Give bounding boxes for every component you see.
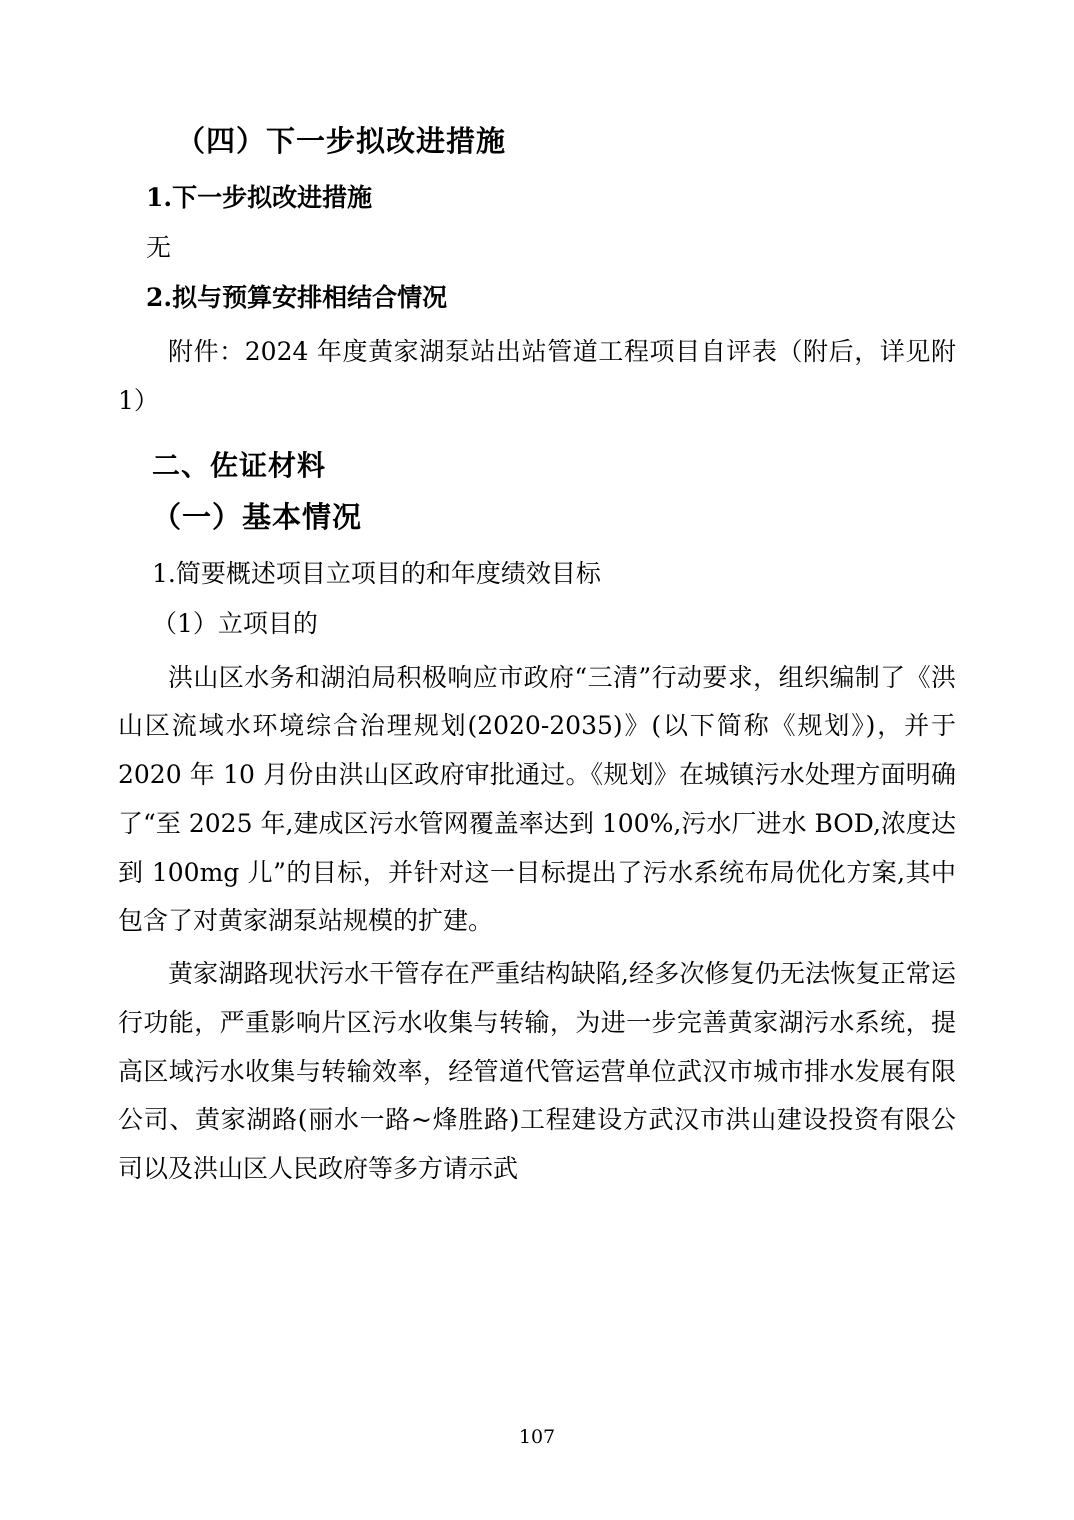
heading-subsection-one: （一）基本情况 <box>152 500 363 535</box>
document-content <box>118 120 956 1194</box>
heading-section-four: （四）下一步拟改进措施 <box>176 124 507 158</box>
heading-sub-1: 1.下一步拟改进措施 <box>146 182 373 212</box>
body-paragraph-1: 洪山区水务和湖泊局积极响应市政府“三清”行动要求，组织编制了《洪山区流域水环境综合治理规划(2020-2035)》(以下简称《规划》)，并于 2020 年 10 月份由洪山区政府审批通过。《规划》在城镇污水处理方面明确了“至 2025 年,建成区污水管网覆盖率达到 100%,污水厂进水 BOD,浓度达到 100mg 儿”的目标，并针对这一目标提出了污水系统布局优化方案,其中包含了对黄家湖泵站规模的扩建。 <box>118 662 956 936</box>
list-item-1: 1.简要概述项目立项目的和年度绩效目标 <box>152 558 601 588</box>
heading-sub-2: 2.拟与预算安排相结合情况 <box>146 283 448 312</box>
page-number: 107 <box>518 1426 556 1448</box>
list-item-1-1: （1）立项目的 <box>152 609 318 639</box>
sub-1-body-text: 无 <box>146 232 172 262</box>
body-paragraph-2: 黄家湖路现状污水干管存在严重结构缺陷,经多次修复仍无法恢复正常运行功能，严重影响片区污水收集与转输，为进一步完善黄家湖污水系统，提高区域污水收集与转输效率，经管道代管运营单位武汉市城市排水发展有限公司、黄家湖路(丽水一路~烽胜路)工程建设方武汉市洪山建设投资有限公司以及洪山区人民政府等多方请示武 <box>118 959 956 1184</box>
attachment-paragraph: 附件：2024 年度黄家湖泵站出站管道工程项目自评表（附后，详见附 1） <box>118 337 956 415</box>
heading-section-two: 二、佐证材料 <box>152 448 327 482</box>
